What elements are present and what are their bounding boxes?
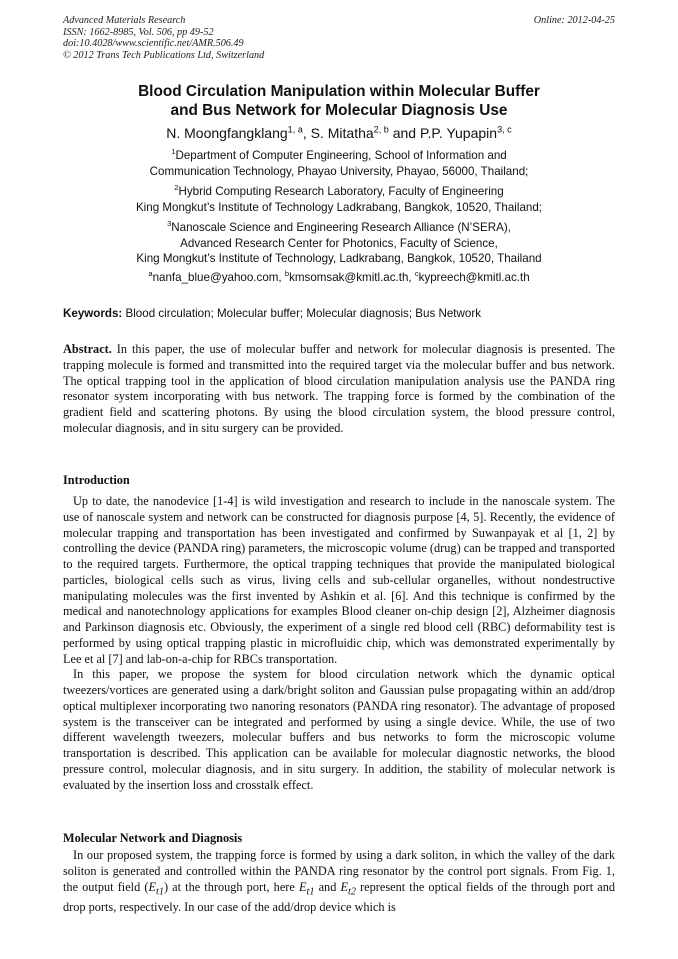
abstract xyxy=(63,342,615,437)
keywords-label: Keywords: xyxy=(63,307,123,320)
affiliation-2 xyxy=(63,184,615,215)
mn-text-a: In our proposed system, the trapping force is formed by using a dark soliton, in which the valley of the dark soliton is generated and controlled within the PANDA ring resonator by the control port signals. From Fig. 1, the output field ( xyxy=(63,848,615,894)
affiliation-3 xyxy=(63,220,615,267)
mn-text-b: ) at the through port, here xyxy=(163,879,299,894)
keywords xyxy=(63,306,615,321)
affiliation-1-line-1: Department of Computer Engineering, School of Information and xyxy=(175,149,507,162)
paper-title xyxy=(63,82,615,120)
mn-text-d: represent the optical fields of the through port and drop ports, respectively. In our case of the add/drop device which is xyxy=(63,879,616,914)
email-c[interactable]: kypreech@kmitl.ac.th xyxy=(418,271,530,284)
email-b[interactable]: kmsomsak@kmitl.ac.th, xyxy=(289,271,415,284)
abstract-text: In this paper, the use of molecular buffer and network for molecular diagnosis is presented. The trapping molecule is formed and transmitted into the required target via the molecular buffer and bus network. The optical trapping tool in the application of blood circulation manipulation analysis use the PANDA ring resonator system incorporating with bus network. The trapping force is formed by the combination of the gradient field and scattering photons. By using the blood circulation system, the blood pressure control, molecular diagnosis, and in situ surgery can be provided. xyxy=(63,342,615,435)
var-et2-sub: t2 xyxy=(347,885,356,897)
abstract-label: Abstract. xyxy=(63,342,112,356)
var-et1-b-base: E xyxy=(298,879,307,894)
var-et1-a-base: E xyxy=(148,879,156,894)
author-2-affil: 2, b xyxy=(373,124,389,135)
author-1: N. Moongfangklang xyxy=(166,125,288,141)
email-b-marker: b xyxy=(284,269,290,279)
affiliation-2-line-1: Hybrid Computing Research Laboratory, Faculty of Engineering xyxy=(178,185,504,198)
var-et2 xyxy=(340,879,356,897)
affiliation-1 xyxy=(63,148,615,179)
affiliation-1-number: 1 xyxy=(171,147,176,157)
molecular-network-body xyxy=(63,848,615,915)
author-3: and P.P. Yupapin xyxy=(388,125,498,141)
var-et1-b xyxy=(298,879,315,897)
var-et1-b-sub: t1 xyxy=(306,885,315,897)
title-line-1: Blood Circulation Manipulation within Molecular Buffer xyxy=(138,83,540,100)
introduction-paragraph-1: Up to date, the nanodevice [1-4] is wild investigation and research to include in the nanoscale system. The use of nanoscale system and network can be constructed for diagnosis purpose [4, 5]. Recently, the evidence of molecular trapping and transportation has been investigated and confirmed by Suwanpayak et al [1, 2] by controlling the device (PANDA ring) parameters, the microscopic volume (drug) can be trapped and transported to the required targets. Furthermore, the optical trapping techniques that provide the manipulated biological particles, biological cells such as virus, living cells and sub-cellular organelles, without nondestructive manipulating molecules was the first invented by Ashkin et al. [6]. And this technique is confirmed by the medical and nanotechnology applications for examples Blood cleaner on-chip design [2], Alzheimer diagnosis and Parkinson diagnosis etc. Obviously, the experiment of a single red blood cell (RBC) deformability test is performed by using optical trapping plastic in microfluidic chip, which was demonstrated experimentally by Lee et al [7] and lab-on-a-chip for RBCs transportation. xyxy=(63,494,615,666)
author-list xyxy=(63,124,615,142)
affiliation-2-line-2: King Mongkut’s Institute of Technology Ladkrabang, Bangkok, 10520, Thailand; xyxy=(135,200,543,214)
mn-text-c: and xyxy=(314,879,341,894)
molecular-network-paragraph-1 xyxy=(63,848,615,915)
journal-copyright: © 2012 Trans Tech Publications Ltd, Switzerland xyxy=(63,49,265,61)
email-a[interactable]: nanfa_blue@yahoo.com, xyxy=(152,271,285,284)
introduction-heading: Introduction xyxy=(63,473,130,487)
molecular-network-heading: Molecular Network and Diagnosis xyxy=(63,831,243,845)
title-line-2: and Bus Network for Molecular Diagnosis Use xyxy=(170,102,508,119)
author-2: , S. Mitatha xyxy=(302,125,374,141)
email-a-marker: a xyxy=(148,269,153,279)
author-1-affil: 1, a xyxy=(287,124,303,135)
var-et2-base: E xyxy=(340,879,348,894)
email-c-marker: c xyxy=(414,269,419,279)
affiliation-2-number: 2 xyxy=(174,183,179,193)
journal-doi: doi:10.4028/www.scientific.net/AMR.506.49 xyxy=(63,38,244,50)
journal-issn: ISSN: 1662-8985, Vol. 506, pp 49-52 xyxy=(63,26,214,38)
author-3-affil: 3, c xyxy=(497,124,512,135)
var-et1-a-sub: t1 xyxy=(155,885,164,897)
affiliation-3-line-1: Nanoscale Science and Engineering Research Alliance (N’SERA), xyxy=(171,221,511,234)
author-emails xyxy=(63,270,615,286)
affiliation-3-line-2: Advanced Research Center for Photonics, Faculty of Science, xyxy=(180,236,498,250)
affiliation-3-number: 3 xyxy=(167,219,172,229)
affiliation-1-line-2: Communication Technology, Phayao University, Phayao, 56000, Thailand; xyxy=(149,164,529,178)
affiliation-3-line-3: King Mongkut’s Institute of Technology, Ladkrabang, Bangkok, 10520, Thailand xyxy=(136,252,542,266)
keywords-text: Blood circulation; Molecular buffer; Molecular diagnosis; Bus Network xyxy=(122,307,481,320)
journal-header xyxy=(63,15,615,61)
var-et1-a xyxy=(148,879,164,897)
journal-name: Advanced Materials Research xyxy=(63,15,186,26)
introduction-paragraph-2: In this paper, we propose the system for blood circulation network which the dynamic optical tweezers/vortices are generated using a dark/bright soliton and Gaussian pulse propagating within an add/drop optical multiplexer incorporating two nanoring resonators (PANDA ring resonator). The advantage of proposed system is the transceiver can be integrated and performed by using a single device. While, the use of two different wavelength tweezers, molecular buffers and bus networks to form the microscopic volume transportation is described. This application can be available for molecular diagnostic networks, the blood pressure control, molecular diagnosis, and in situ surgery. In addition, the stability of molecular network is evaluated by the insertion loss and crosstalk effect. xyxy=(63,667,615,792)
introduction-body xyxy=(63,494,615,793)
online-date: Online: 2012-04-25 xyxy=(533,15,615,26)
